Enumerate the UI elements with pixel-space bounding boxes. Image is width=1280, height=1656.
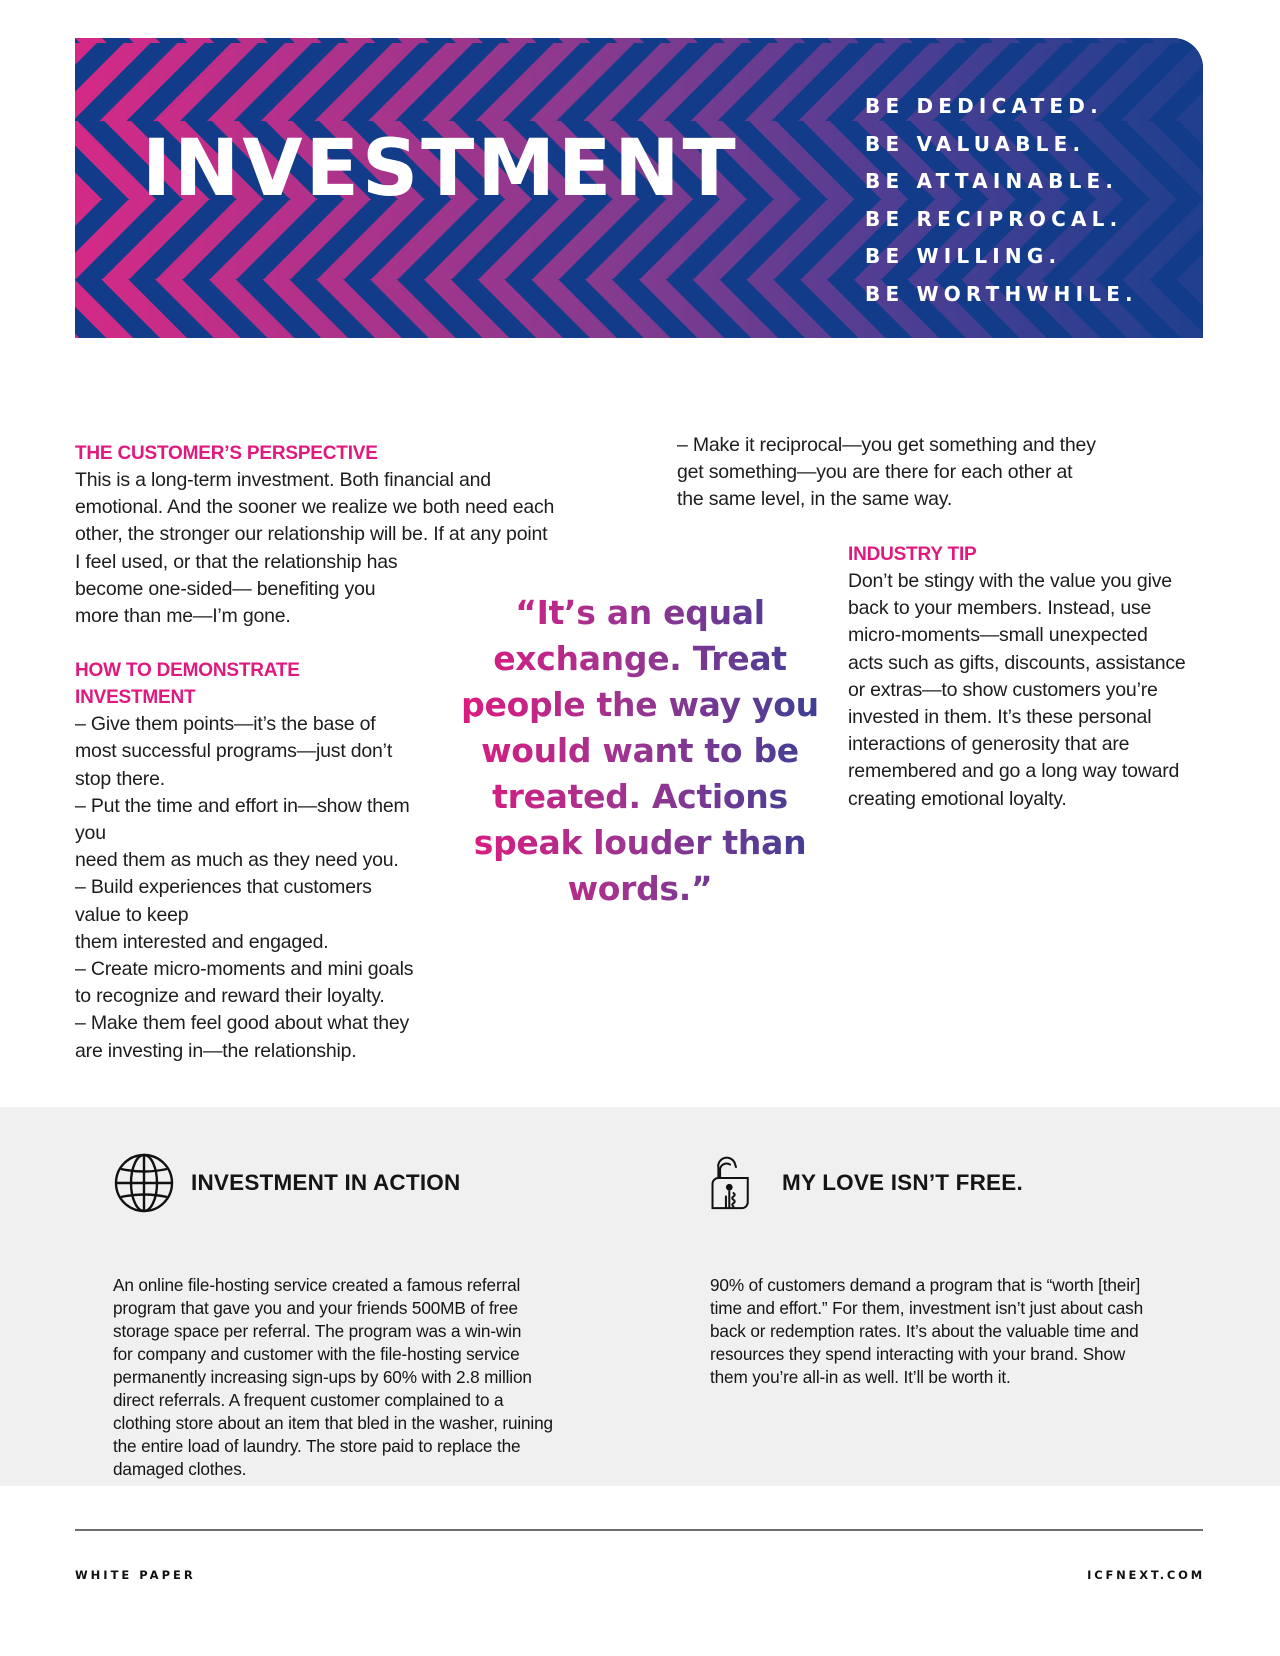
footer-website: ICFNEXT.COM [1087, 1568, 1205, 1582]
customer-perspective-heading: THE CUSTOMER’S PERSPECTIVE [75, 443, 378, 464]
text-line: permanently increasing sign-ups by 60% with 2.8 million [113, 1367, 532, 1387]
text-line: interactions of generosity that are [848, 733, 1130, 756]
quote-line: exchange. Treat [455, 636, 825, 682]
footer-divider [75, 1529, 1203, 1531]
text-line: resources they spend interacting with your brand. Show [710, 1344, 1126, 1364]
text-line: This is a long-term investment. Both financial and [75, 469, 491, 491]
text-line: back to your members. Instead, use [848, 597, 1152, 620]
quote-line: “It’s an equal [455, 590, 825, 636]
text-line: the entire load of laundry. The store paid to replace the [113, 1436, 521, 1456]
quote-line: words.” [455, 866, 825, 912]
text-line: stop there. [75, 767, 165, 790]
demonstrate-list-continued [677, 432, 1197, 514]
industry-tip-text [848, 568, 1208, 813]
quote-line: people the way you [455, 682, 825, 728]
text-line: creating emotional loyalty. [848, 787, 1067, 810]
text-line: to recognize and reward their loyalty. [75, 985, 385, 1008]
heading-line: HOW TO DEMONSTRATE [75, 660, 300, 682]
text-line: emotional. And the sooner we realize we both need each [75, 496, 555, 519]
text-line: most successful programs—just don’t [75, 740, 393, 763]
text-line: – Give them points—it’s the base of [75, 713, 376, 736]
principle-item: BE WORTHWHILE. [865, 281, 1138, 306]
text-line: direct referrals. A frequent customer complained to a [113, 1390, 504, 1410]
card-title: MY LOVE ISN’T FREE. [782, 1170, 1023, 1195]
text-line: are investing in—the relationship. [75, 1039, 357, 1062]
text-line: time and effort.” For them, investment isn’t just about cash [710, 1298, 1143, 1318]
text-line: acts such as gifts, discounts, assistance [848, 651, 1186, 674]
industry-tip-heading: INDUSTRY TIP [848, 544, 977, 565]
text-line: – Make it reciprocal—you get something and they [677, 434, 1096, 456]
text-line: 90% of customers demand a program that is “worth [their] [710, 1275, 1141, 1295]
text-line: or extras—to show customers you’re [848, 678, 1158, 701]
heading-line: INVESTMENT [75, 687, 196, 709]
text-line: the same level, in the same way. [677, 488, 953, 511]
text-line: become one-sided— benefiting you [75, 577, 376, 600]
text-line: invested in them. It’s these personal [848, 706, 1152, 729]
text-line: clothing store about an item that bled in the washer, ruining [113, 1413, 553, 1433]
text-line: remembered and go a long way toward [848, 760, 1180, 783]
quote-line: treated. Actions [455, 774, 825, 820]
text-line: them you’re all-in as well. It’ll be worth it. [710, 1367, 1011, 1387]
footer-document-type: WHITE PAPER [75, 1568, 196, 1582]
text-line: I feel used, or that the relationship has [75, 550, 398, 573]
unlocked-padlock-icon [710, 1151, 762, 1215]
globe-icon [113, 1151, 175, 1215]
text-line: storage space per referral. The program was a win-win [113, 1321, 522, 1341]
principle-item: BE DEDICATED. [865, 94, 1103, 118]
card-title: INVESTMENT IN ACTION [191, 1170, 461, 1195]
text-line: – Build experiences that customers [75, 876, 372, 899]
industry-tip [848, 541, 1208, 813]
hero-banner [75, 38, 1203, 338]
text-line: damaged clothes. [113, 1459, 247, 1479]
quote-line: speak louder than [455, 820, 825, 866]
quote-line: would want to be [455, 728, 825, 774]
text-line: micro-moments—small unexpected [848, 624, 1148, 647]
principles-list [865, 88, 1138, 314]
card-header [113, 1150, 633, 1216]
text-line: get something—you are there for each other at [677, 461, 1073, 484]
my-love-isnt-free-card [710, 1150, 1210, 1389]
text-line: program that gave you and your friends 500MB of free [113, 1298, 518, 1318]
text-line: more than me—I’m gone. [75, 605, 291, 628]
text-line: An online file-hosting service created a famous referral [113, 1275, 521, 1295]
text-line: – Make them feel good about what they [75, 1012, 410, 1035]
text-line: need them as much as they need you. [75, 849, 399, 872]
text-line: Don’t be stingy with the value you give [848, 570, 1172, 592]
principle-item: BE WILLING. [865, 244, 1062, 269]
principle-item: BE ATTAINABLE. [865, 169, 1119, 194]
card-body [113, 1274, 633, 1481]
text-line: other, the stronger our relationship will be. If at any point [75, 523, 548, 546]
pull-quote [455, 590, 825, 912]
investment-in-action-card [113, 1150, 633, 1481]
text-line: value to keep [75, 903, 189, 926]
text-line: – Put the time and effort in—show them [75, 794, 410, 817]
card-body [710, 1274, 1210, 1389]
card-header [710, 1150, 1210, 1216]
text-line: them interested and engaged. [75, 930, 329, 953]
text-line: you [75, 822, 106, 845]
principle-item: BE VALUABLE. [865, 131, 1086, 156]
callout-section [0, 1107, 1280, 1486]
text-line: – Create micro-moments and mini goals [75, 958, 414, 981]
page-title: INVESTMENT [142, 124, 739, 214]
text-line: back or redemption rates. It’s about the valuable time and [710, 1321, 1139, 1341]
text-line: for company and customer with the file-hosting service [113, 1344, 520, 1364]
principle-item: BE RECIPROCAL. [865, 206, 1123, 231]
